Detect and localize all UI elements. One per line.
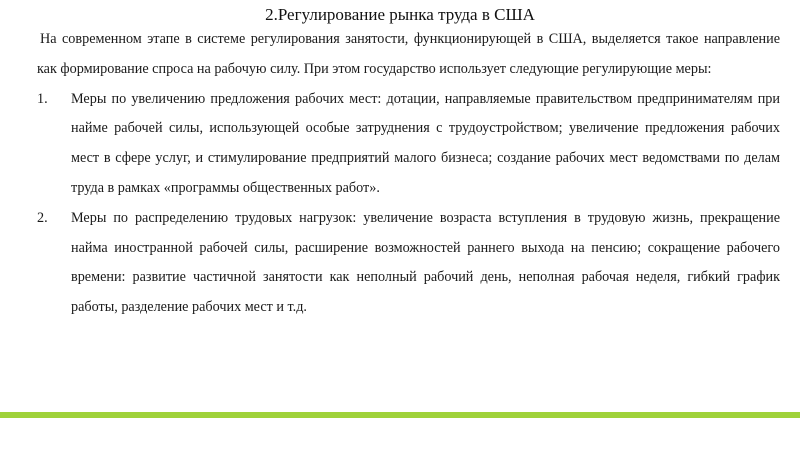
list-item-number: 2. xyxy=(37,209,48,226)
accent-bar xyxy=(0,412,800,418)
measures-list xyxy=(37,85,780,323)
intro-paragraph: На современном этапе в системе регулирования занятости, функционирующей в США, выделяется такое направление как формирование спроса на рабочую силу. При этом государство использует следующие регулирующие меры: xyxy=(37,31,780,77)
list-item-number: 1. xyxy=(37,90,48,107)
slide-title: 2.Регулирование рынка труда в США xyxy=(265,5,535,24)
slide-body xyxy=(37,25,780,323)
list-item xyxy=(37,85,780,204)
list-item-text: Меры по распределению трудовых нагрузок: увеличение возраста вступления в трудовую жизнь, прекращение найма иностранной рабочей силы, расширение возможностей раннего выхода на пенсию; сокращение рабочего времени: развитие частичной занятости как неполный рабочий день, неполная рабочая неделя, гибкий график работы, разделение рабочих мест и т.д. xyxy=(71,209,780,316)
list-item xyxy=(37,204,780,323)
list-item-text: Меры по увеличению предложения рабочих мест: дотации, направляемые правительством предпринимателям при найме рабочей силы, использующей особые затруднения с трудоустройством; увеличение предложения рабочих мест в сфере услуг, и стимулирование предприятий малого бизнеса; создание рабочих мест ведомствами по делам труда в рамках «программы общественных работ». xyxy=(71,90,780,196)
